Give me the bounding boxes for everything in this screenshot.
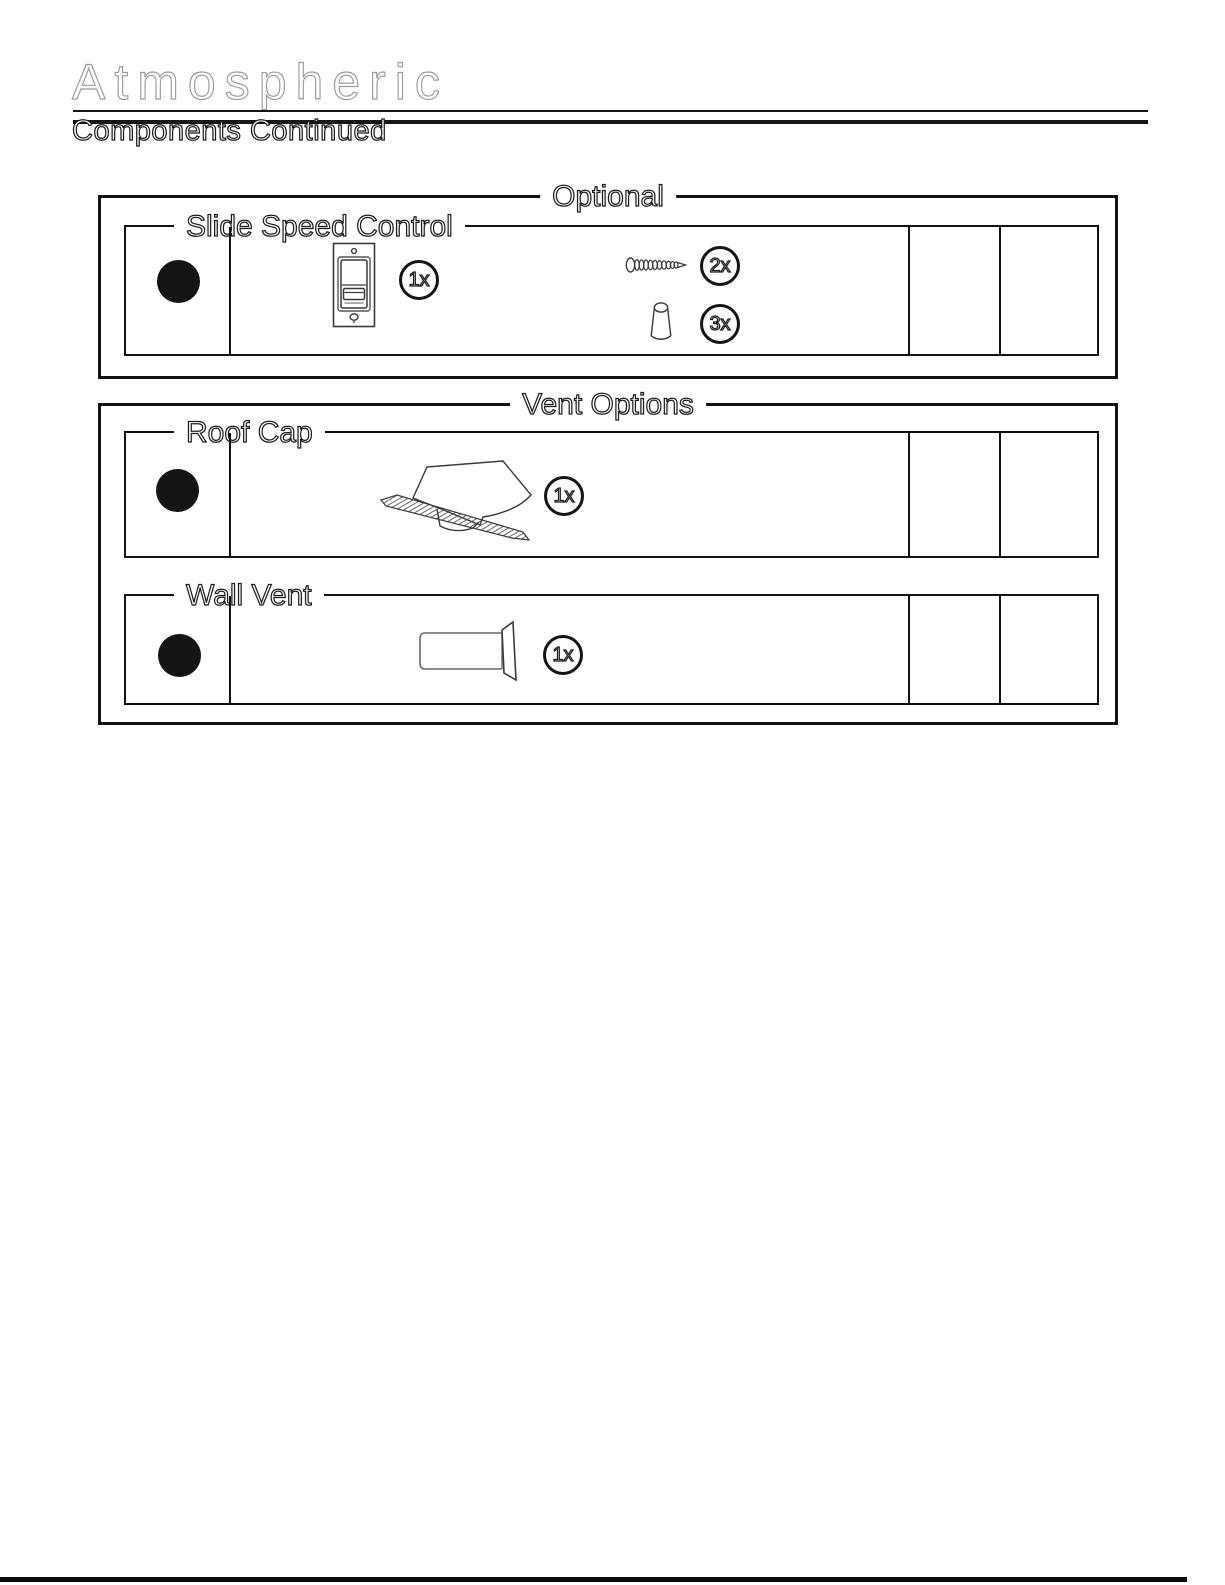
qty-label: 2x (709, 254, 731, 277)
page-bottom-rule (0, 1577, 1187, 1582)
cell-divider (229, 433, 231, 556)
qty-label: 1x (552, 643, 574, 666)
cell-divider (229, 596, 231, 703)
wall-anchor-icon (648, 301, 674, 343)
qty-label: 3x (709, 312, 731, 335)
row-legend: Roof Cap (174, 416, 325, 450)
qty-badge (700, 246, 740, 286)
section-legend: Optional (540, 180, 676, 214)
section-legend: Vent Options (510, 388, 706, 422)
page-title: Components Continued (72, 115, 387, 147)
row-legend: Slide Speed Control (174, 210, 465, 244)
qty-badge (544, 476, 584, 516)
cell-divider (999, 596, 1001, 703)
row-roof-cap (124, 416, 1099, 558)
qty-label: 1x (553, 484, 575, 507)
section-optional (98, 180, 1118, 379)
part-bullet (157, 260, 200, 303)
row-legend: Wall Vent (174, 579, 324, 613)
cell-divider (229, 227, 231, 354)
cell-divider (908, 227, 910, 354)
row-slide-speed-control (124, 210, 1099, 356)
cell-divider (908, 433, 910, 556)
mounting-screw-icon (625, 254, 689, 276)
qty-badge (543, 635, 583, 675)
row-wall-vent (124, 579, 1099, 705)
roof-cap-icon (377, 451, 537, 547)
cell-divider (908, 596, 910, 703)
brand-logo: Atmospheric (72, 54, 449, 110)
cell-divider (999, 433, 1001, 556)
part-bullet (158, 634, 201, 677)
slide-dimmer-switch-icon (332, 242, 376, 328)
qty-badge (399, 260, 439, 300)
part-bullet (156, 469, 199, 512)
qty-label: 1x (408, 268, 430, 291)
section-vent-options (98, 388, 1118, 725)
wall-vent-icon (415, 618, 523, 686)
qty-badge (700, 304, 740, 344)
cell-divider (999, 227, 1001, 354)
